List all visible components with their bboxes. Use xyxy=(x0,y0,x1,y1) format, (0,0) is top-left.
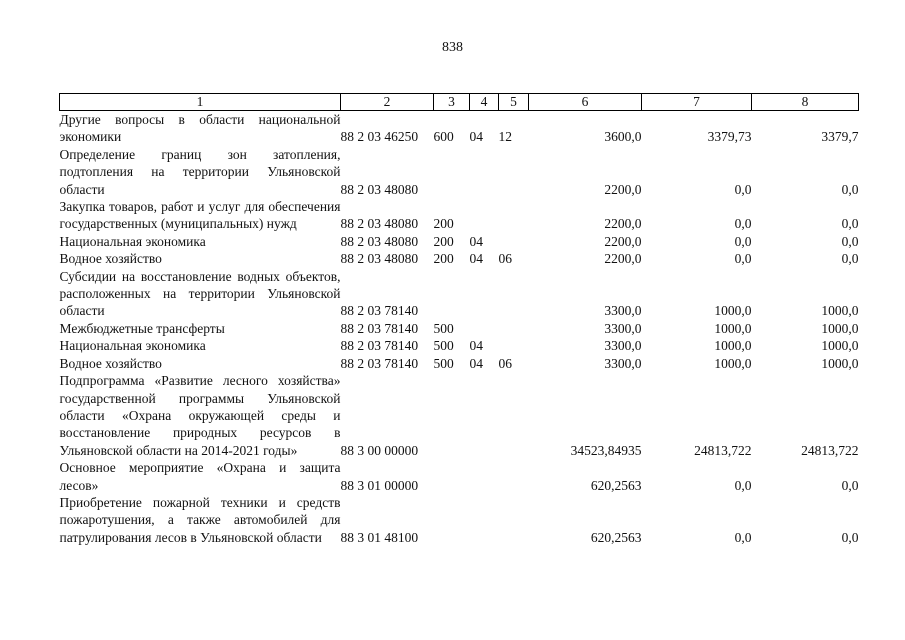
header-col-7: 7 xyxy=(642,94,752,111)
row-value-col7: 0,0 xyxy=(734,529,752,545)
row-code: 88 2 03 46250 xyxy=(340,129,419,145)
row-value-col8: 1000,0 xyxy=(821,355,859,371)
table-row xyxy=(60,355,859,372)
table-row xyxy=(60,268,859,320)
row-value-col6: 620,2563 xyxy=(590,477,642,493)
row-group: 200 xyxy=(433,251,454,267)
header-col-3: 3 xyxy=(434,94,470,111)
table-row xyxy=(60,233,859,250)
row-name: Закупка товаров, работ и услуг для обеспечения государственных (муниципальных) нужд xyxy=(59,199,341,232)
row-group: 600 xyxy=(433,129,454,145)
row-section: 04 xyxy=(469,338,483,354)
header-col-1: 1 xyxy=(60,94,341,111)
row-name: Подпрограмма «Развитие лесного хозяйства» государственной программы Ульяновской области «Охрана окружающей среды и восстановление природных ресурсов в Ульяновской области на 2014-2021 годы» xyxy=(59,373,341,458)
row-section xyxy=(470,146,499,198)
header-col-8: 8 xyxy=(752,94,859,111)
row-value-col7: 24813,722 xyxy=(694,442,752,458)
row-section xyxy=(470,459,499,494)
budget-table xyxy=(59,93,859,546)
row-name: Водное хозяйство xyxy=(59,355,162,371)
row-group xyxy=(434,494,470,546)
table-row xyxy=(60,459,859,494)
row-group xyxy=(434,372,470,459)
table-row xyxy=(60,494,859,546)
row-value-col8: 0,0 xyxy=(841,529,859,545)
row-section xyxy=(470,494,499,546)
row-group: 200 xyxy=(433,216,454,232)
row-subsection xyxy=(499,146,529,198)
row-value-col8: 0,0 xyxy=(841,216,859,232)
row-name: Национальная экономика xyxy=(59,338,206,354)
header-row xyxy=(60,94,859,111)
header-col-4: 4 xyxy=(470,94,499,111)
row-value-col6: 3600,0 xyxy=(604,129,642,145)
row-name: Определение границ зон затопления, подтопления на территории Ульяновской области xyxy=(59,146,341,197)
row-section xyxy=(470,198,499,233)
row-subsection xyxy=(499,494,529,546)
row-value-col7: 3379,73 xyxy=(707,129,752,145)
row-value-col8: 0,0 xyxy=(841,477,859,493)
row-value-col8: 1000,0 xyxy=(821,338,859,354)
row-section: 04 xyxy=(469,251,483,267)
row-group: 200 xyxy=(433,233,454,249)
row-value-col7: 0,0 xyxy=(734,477,752,493)
row-value-col8: 3379,7 xyxy=(821,129,859,145)
page-number: 838 xyxy=(442,40,463,55)
row-value-col6: 2200,0 xyxy=(604,233,642,249)
row-subsection xyxy=(499,337,529,354)
row-code: 88 2 03 48080 xyxy=(340,216,419,232)
row-code: 88 2 03 48080 xyxy=(340,181,419,197)
row-subsection xyxy=(499,233,529,250)
row-subsection xyxy=(499,459,529,494)
row-section xyxy=(470,372,499,459)
row-code: 88 2 03 78140 xyxy=(340,303,419,319)
row-code: 88 2 03 48080 xyxy=(340,233,419,249)
row-value-col7: 0,0 xyxy=(734,216,752,232)
row-name: Приобретение пожарной техники и средств пожаротушения, а также автомобилей для патрулирования лесов в Ульяновской области xyxy=(59,494,341,545)
table-row xyxy=(60,250,859,267)
row-name: Национальная экономика xyxy=(59,233,206,249)
row-value-col6: 3300,0 xyxy=(604,355,642,371)
row-name: Водное хозяйство xyxy=(59,251,162,267)
row-value-col8: 24813,722 xyxy=(801,442,859,458)
row-section: 04 xyxy=(469,355,483,371)
row-value-col8: 0,0 xyxy=(841,181,859,197)
row-code: 88 3 01 00000 xyxy=(340,477,419,493)
row-value-col6: 620,2563 xyxy=(590,529,642,545)
row-value-col8: 0,0 xyxy=(841,251,859,267)
row-name: Другие вопросы в области национальной экономики xyxy=(59,112,341,145)
row-group: 500 xyxy=(433,355,454,371)
row-group: 500 xyxy=(433,338,454,354)
row-value-col7: 1000,0 xyxy=(714,355,752,371)
row-value-col7: 1000,0 xyxy=(714,303,752,319)
row-name: Основное мероприятие «Охрана и защита лесов» xyxy=(59,460,341,493)
row-value-col7: 1000,0 xyxy=(714,320,752,336)
row-subsection xyxy=(499,372,529,459)
table-row xyxy=(60,146,859,198)
row-section xyxy=(470,320,499,337)
row-subsection: 06 xyxy=(498,355,512,371)
row-code: 88 3 01 48100 xyxy=(340,529,419,545)
row-subsection xyxy=(499,268,529,320)
table-row xyxy=(60,337,859,354)
row-group xyxy=(434,146,470,198)
row-section xyxy=(470,268,499,320)
table-row xyxy=(60,111,859,146)
row-value-col6: 3300,0 xyxy=(604,338,642,354)
row-subsection: 06 xyxy=(498,251,512,267)
row-code: 88 2 03 78140 xyxy=(340,355,419,371)
row-value-col6: 34523,84935 xyxy=(570,442,642,458)
row-code: 88 2 03 48080 xyxy=(340,251,419,267)
row-value-col6: 3300,0 xyxy=(604,303,642,319)
row-code: 88 3 00 00000 xyxy=(340,442,419,458)
header-col-2: 2 xyxy=(341,94,434,111)
row-value-col7: 0,0 xyxy=(734,181,752,197)
row-value-col6: 2200,0 xyxy=(604,216,642,232)
row-value-col7: 1000,0 xyxy=(714,338,752,354)
row-value-col8: 0,0 xyxy=(841,233,859,249)
row-subsection: 12 xyxy=(498,129,512,145)
row-value-col8: 1000,0 xyxy=(821,303,859,319)
row-section: 04 xyxy=(469,233,483,249)
row-value-col6: 2200,0 xyxy=(604,181,642,197)
row-code: 88 2 03 78140 xyxy=(340,338,419,354)
row-section: 04 xyxy=(469,129,483,145)
row-group: 500 xyxy=(433,320,454,336)
row-subsection xyxy=(499,198,529,233)
row-value-col7: 0,0 xyxy=(734,233,752,249)
row-code: 88 2 03 78140 xyxy=(340,320,419,336)
row-value-col8: 1000,0 xyxy=(821,320,859,336)
table-row xyxy=(60,198,859,233)
table-row xyxy=(60,320,859,337)
row-value-col6: 2200,0 xyxy=(604,251,642,267)
header-col-6: 6 xyxy=(529,94,642,111)
table-body xyxy=(60,111,859,547)
row-name: Субсидии на восстановление водных объектов, расположенных на территории Ульяновской области xyxy=(59,268,341,319)
row-name: Межбюджетные трансферты xyxy=(59,320,225,336)
row-group xyxy=(434,268,470,320)
row-value-col6: 3300,0 xyxy=(604,320,642,336)
table-row xyxy=(60,372,859,459)
header-col-5: 5 xyxy=(499,94,529,111)
row-value-col7: 0,0 xyxy=(734,251,752,267)
row-subsection xyxy=(499,320,529,337)
row-group xyxy=(434,459,470,494)
